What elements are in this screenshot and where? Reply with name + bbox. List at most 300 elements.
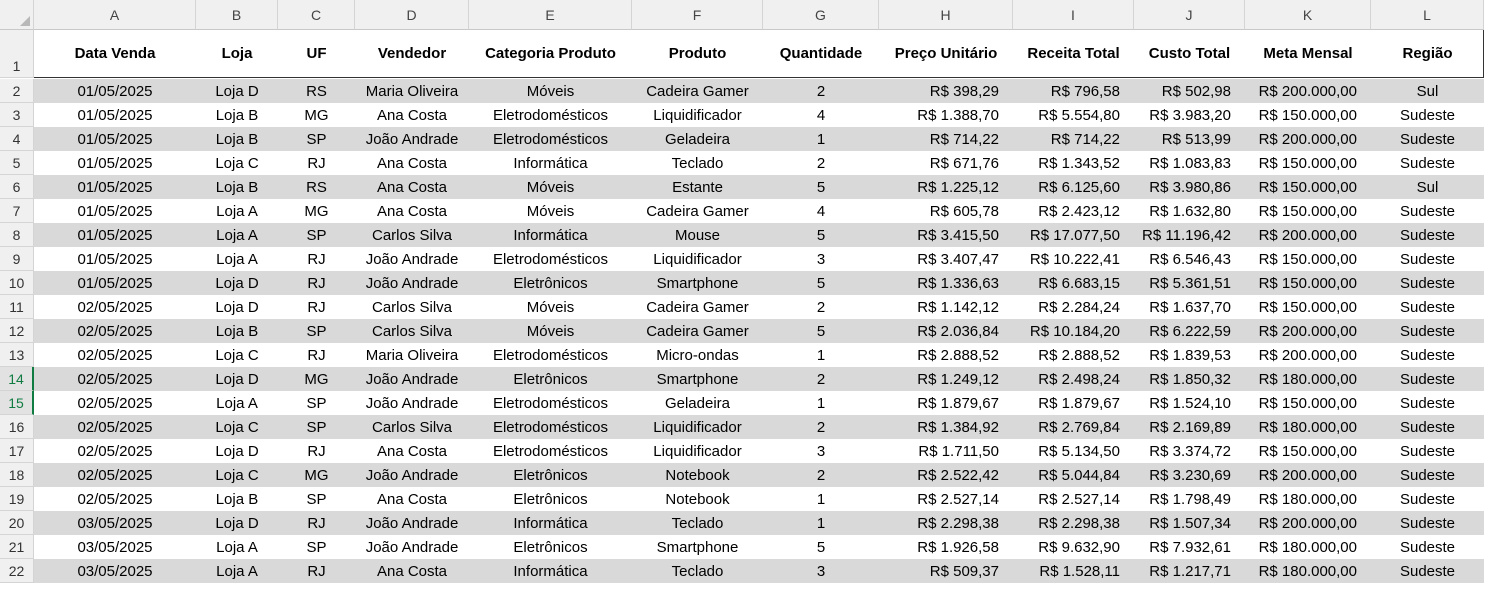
- cell-uf[interactable]: SP: [306, 394, 327, 412]
- column-header-e[interactable]: E: [469, 0, 632, 30]
- row-number[interactable]: 11: [0, 295, 34, 319]
- cell-categoria[interactable]: Eletrodomésticos: [492, 250, 609, 268]
- header-categoria[interactable]: Categoria Produto: [469, 30, 632, 78]
- cell-preco-unitario[interactable]: R$ 1.225,12: [879, 175, 1013, 199]
- cell-preco-unitario[interactable]: R$ 1.388,70: [917, 106, 999, 124]
- row-number[interactable]: 12: [0, 319, 34, 343]
- column-header-a[interactable]: A: [34, 0, 196, 30]
- cell-regiao[interactable]: Sudeste: [1399, 346, 1456, 364]
- cell-data-venda[interactable]: 02/05/2025: [34, 367, 196, 391]
- cell-loja[interactable]: Loja D: [215, 442, 259, 460]
- row-number[interactable]: 16: [0, 415, 34, 439]
- cell-receita-total[interactable]: R$ 9.632,90: [1038, 538, 1120, 556]
- cell-regiao[interactable]: Sudeste: [1371, 127, 1484, 151]
- cell-custo-total[interactable]: R$ 1.839,53: [1149, 346, 1231, 364]
- cell-receita-total[interactable]: R$ 17.077,50: [1013, 223, 1134, 247]
- cell-meta-mensal[interactable]: R$ 150.000,00: [1258, 442, 1357, 460]
- cell-vendedor[interactable]: João Andrade: [355, 127, 469, 151]
- cell-preco-unitario[interactable]: R$ 1.249,12: [879, 367, 1013, 391]
- cell-receita-total[interactable]: R$ 1.343,52: [1038, 154, 1120, 172]
- cell-categoria[interactable]: Informática: [469, 559, 632, 583]
- cell-loja[interactable]: Loja D: [196, 367, 278, 391]
- cell-quantidade[interactable]: 1: [763, 511, 879, 535]
- cell-preco-unitario[interactable]: R$ 2.036,84: [879, 319, 1013, 343]
- cell-quantidade[interactable]: 1: [816, 490, 826, 508]
- cell-vendedor[interactable]: João Andrade: [365, 538, 459, 556]
- cell-regiao[interactable]: Sul: [1371, 175, 1484, 199]
- cell-uf[interactable]: SP: [306, 538, 327, 556]
- cell-preco-unitario[interactable]: R$ 2.522,42: [879, 463, 1013, 487]
- cell-produto[interactable]: Cadeira Gamer: [646, 202, 749, 220]
- cell-uf[interactable]: RJ: [278, 559, 355, 583]
- cell-custo-total[interactable]: R$ 5.361,51: [1134, 271, 1245, 295]
- cell-loja[interactable]: Loja A: [216, 538, 258, 556]
- cell-categoria[interactable]: Eletrônicos: [513, 490, 588, 508]
- cell-uf[interactable]: SP: [306, 490, 327, 508]
- cell-regiao[interactable]: Sudeste: [1399, 106, 1456, 124]
- cell-data-venda[interactable]: 01/05/2025: [34, 127, 196, 151]
- cell-receita-total[interactable]: R$ 5.134,50: [1038, 442, 1120, 460]
- cell-categoria[interactable]: Eletrodomésticos: [492, 394, 609, 412]
- cell-meta-mensal[interactable]: R$ 150.000,00: [1258, 394, 1357, 412]
- cell-meta-mensal[interactable]: R$ 180.000,00: [1258, 538, 1357, 556]
- header-loja[interactable]: Loja: [196, 30, 278, 78]
- cell-categoria[interactable]: Móveis: [469, 79, 632, 103]
- cell-quantidade[interactable]: 2: [816, 298, 826, 316]
- cell-categoria[interactable]: Eletrônicos: [469, 367, 632, 391]
- cell-vendedor[interactable]: Carlos Silva: [355, 415, 469, 439]
- cell-loja[interactable]: Loja A: [196, 559, 278, 583]
- cell-uf[interactable]: SP: [278, 127, 355, 151]
- row-number[interactable]: 3: [0, 103, 34, 127]
- cell-receita-total[interactable]: R$ 2.298,38: [1013, 511, 1134, 535]
- cell-preco-unitario[interactable]: R$ 1.926,58: [917, 538, 999, 556]
- cell-data-venda[interactable]: 02/05/2025: [77, 298, 153, 316]
- row-number[interactable]: 19: [0, 487, 34, 511]
- cell-categoria[interactable]: Eletrodomésticos: [492, 442, 609, 460]
- cell-meta-mensal[interactable]: R$ 200.000,00: [1245, 319, 1371, 343]
- cell-preco-unitario[interactable]: R$ 714,22: [879, 127, 1013, 151]
- cell-receita-total[interactable]: R$ 714,22: [1013, 127, 1134, 151]
- column-header-i[interactable]: I: [1013, 0, 1134, 30]
- cell-receita-total[interactable]: R$ 2.284,24: [1038, 298, 1120, 316]
- cell-custo-total[interactable]: R$ 1.217,71: [1134, 559, 1245, 583]
- cell-quantidade[interactable]: 3: [763, 559, 879, 583]
- row-number[interactable]: 9: [0, 247, 34, 271]
- cell-receita-total[interactable]: R$ 10.184,20: [1013, 319, 1134, 343]
- cell-quantidade[interactable]: 3: [816, 442, 826, 460]
- cell-vendedor[interactable]: Carlos Silva: [371, 298, 453, 316]
- cell-custo-total[interactable]: R$ 3.983,20: [1149, 106, 1231, 124]
- cell-categoria[interactable]: Informática: [469, 511, 632, 535]
- cell-produto[interactable]: Liquidificador: [653, 442, 742, 460]
- cell-preco-unitario[interactable]: R$ 1.142,12: [917, 298, 999, 316]
- cell-regiao[interactable]: Sudeste: [1399, 250, 1456, 268]
- header-custo-total[interactable]: Custo Total: [1134, 30, 1245, 78]
- cell-loja[interactable]: Loja B: [215, 490, 259, 508]
- cell-preco-unitario[interactable]: R$ 2.888,52: [917, 346, 999, 364]
- cell-vendedor[interactable]: Ana Costa: [355, 559, 469, 583]
- cell-quantidade[interactable]: 1: [763, 127, 879, 151]
- row-number[interactable]: 7: [0, 199, 34, 223]
- cell-categoria[interactable]: Eletrônicos: [469, 463, 632, 487]
- cell-uf[interactable]: MG: [278, 463, 355, 487]
- cell-vendedor[interactable]: João Andrade: [355, 511, 469, 535]
- cell-uf[interactable]: MG: [304, 202, 329, 220]
- cell-categoria[interactable]: Eletrodomésticos: [492, 346, 609, 364]
- cell-custo-total[interactable]: R$ 11.196,42: [1134, 223, 1245, 247]
- column-header-k[interactable]: K: [1245, 0, 1371, 30]
- cell-produto[interactable]: Liquidificador: [653, 250, 742, 268]
- cell-uf[interactable]: RJ: [307, 154, 326, 172]
- cell-preco-unitario[interactable]: R$ 1.336,63: [879, 271, 1013, 295]
- column-header-d[interactable]: D: [355, 0, 469, 30]
- cell-categoria[interactable]: Móveis: [469, 175, 632, 199]
- cell-meta-mensal[interactable]: R$ 150.000,00: [1245, 271, 1371, 295]
- cell-meta-mensal[interactable]: R$ 200.000,00: [1245, 127, 1371, 151]
- cell-preco-unitario[interactable]: R$ 1.384,92: [879, 415, 1013, 439]
- row-number[interactable]: 5: [0, 151, 34, 175]
- cell-produto[interactable]: Smartphone: [656, 538, 739, 556]
- cell-produto[interactable]: Teclado: [632, 511, 763, 535]
- row-number[interactable]: 2: [0, 79, 34, 103]
- cell-custo-total[interactable]: R$ 1.637,70: [1149, 298, 1231, 316]
- cell-loja[interactable]: Loja A: [216, 250, 258, 268]
- cell-custo-total[interactable]: R$ 3.374,72: [1149, 442, 1231, 460]
- cell-loja[interactable]: Loja B: [215, 106, 259, 124]
- row-number[interactable]: 6: [0, 175, 34, 199]
- column-header-h[interactable]: H: [879, 0, 1013, 30]
- cell-produto[interactable]: Liquidificador: [632, 415, 763, 439]
- cell-vendedor[interactable]: Carlos Silva: [355, 223, 469, 247]
- cell-uf[interactable]: RJ: [307, 442, 326, 460]
- cell-uf[interactable]: RS: [278, 79, 355, 103]
- header-data-venda[interactable]: Data Venda: [34, 30, 196, 78]
- cell-regiao[interactable]: Sudeste: [1371, 511, 1484, 535]
- cell-vendedor[interactable]: Ana Costa: [376, 154, 448, 172]
- cell-loja[interactable]: Loja D: [215, 298, 259, 316]
- cell-receita-total[interactable]: R$ 6.125,60: [1013, 175, 1134, 199]
- cell-quantidade[interactable]: 2: [763, 463, 879, 487]
- cell-custo-total[interactable]: R$ 2.169,89: [1134, 415, 1245, 439]
- row-number[interactable]: 22: [0, 559, 34, 583]
- cell-receita-total[interactable]: R$ 796,58: [1013, 79, 1134, 103]
- cell-custo-total[interactable]: R$ 6.222,59: [1134, 319, 1245, 343]
- cell-meta-mensal[interactable]: R$ 180.000,00: [1245, 367, 1371, 391]
- cell-produto[interactable]: Notebook: [665, 490, 730, 508]
- cell-produto[interactable]: Mouse: [632, 223, 763, 247]
- cell-regiao[interactable]: Sudeste: [1399, 298, 1456, 316]
- row-number[interactable]: 1: [0, 30, 34, 78]
- cell-data-venda[interactable]: 03/05/2025: [34, 559, 196, 583]
- cell-regiao[interactable]: Sudeste: [1371, 223, 1484, 247]
- cell-loja[interactable]: Loja C: [196, 415, 278, 439]
- cell-receita-total[interactable]: R$ 2.498,24: [1013, 367, 1134, 391]
- cell-loja[interactable]: Loja D: [196, 271, 278, 295]
- header-receita-total[interactable]: Receita Total: [1013, 30, 1134, 78]
- cell-produto[interactable]: Cadeira Gamer: [632, 319, 763, 343]
- cell-regiao[interactable]: Sudeste: [1399, 442, 1456, 460]
- cell-produto[interactable]: Smartphone: [632, 367, 763, 391]
- cell-custo-total[interactable]: R$ 1.850,32: [1134, 367, 1245, 391]
- cell-custo-total[interactable]: R$ 1.632,80: [1149, 202, 1231, 220]
- cell-quantidade[interactable]: 1: [816, 394, 826, 412]
- cell-receita-total[interactable]: R$ 2.769,84: [1013, 415, 1134, 439]
- cell-regiao[interactable]: Sudeste: [1399, 394, 1456, 412]
- cell-vendedor[interactable]: João Andrade: [365, 250, 459, 268]
- cell-quantidade[interactable]: 2: [763, 79, 879, 103]
- cell-data-venda[interactable]: 02/05/2025: [77, 394, 153, 412]
- cell-vendedor[interactable]: Ana Costa: [376, 490, 448, 508]
- cell-regiao[interactable]: Sudeste: [1399, 538, 1456, 556]
- cell-quantidade[interactable]: 5: [763, 175, 879, 199]
- cell-quantidade[interactable]: 4: [816, 202, 826, 220]
- cell-produto[interactable]: Teclado: [671, 154, 724, 172]
- cell-vendedor[interactable]: João Andrade: [355, 463, 469, 487]
- cell-preco-unitario[interactable]: R$ 605,78: [929, 202, 999, 220]
- cell-preco-unitario[interactable]: R$ 3.407,47: [917, 250, 999, 268]
- cell-custo-total[interactable]: R$ 1.507,34: [1134, 511, 1245, 535]
- header-meta-mensal[interactable]: Meta Mensal: [1245, 30, 1371, 78]
- cell-custo-total[interactable]: R$ 7.932,61: [1149, 538, 1231, 556]
- cell-categoria[interactable]: Eletrodomésticos: [492, 106, 609, 124]
- cell-categoria[interactable]: Informática: [469, 223, 632, 247]
- header-quantidade[interactable]: Quantidade: [763, 30, 879, 78]
- column-header-c[interactable]: C: [278, 0, 355, 30]
- row-number[interactable]: 18: [0, 463, 34, 487]
- cell-preco-unitario[interactable]: R$ 1.711,50: [918, 442, 999, 460]
- cell-preco-unitario[interactable]: R$ 2.298,38: [879, 511, 1013, 535]
- cell-custo-total[interactable]: R$ 513,99: [1134, 127, 1245, 151]
- cell-regiao[interactable]: Sudeste: [1371, 271, 1484, 295]
- cell-vendedor[interactable]: Ana Costa: [376, 442, 448, 460]
- cell-produto[interactable]: Geladeira: [632, 127, 763, 151]
- cell-quantidade[interactable]: 1: [816, 346, 826, 364]
- cell-uf[interactable]: SP: [278, 415, 355, 439]
- row-number[interactable]: 4: [0, 127, 34, 151]
- cell-quantidade[interactable]: 2: [816, 154, 826, 172]
- cell-custo-total[interactable]: R$ 1.524,10: [1149, 394, 1231, 412]
- header-produto[interactable]: Produto: [632, 30, 763, 78]
- select-all-button[interactable]: [0, 0, 34, 30]
- cell-custo-total[interactable]: R$ 6.546,43: [1149, 250, 1231, 268]
- cell-quantidade[interactable]: 3: [816, 250, 826, 268]
- cell-loja[interactable]: Loja B: [196, 127, 278, 151]
- cell-receita-total[interactable]: R$ 2.423,12: [1038, 202, 1120, 220]
- column-header-b[interactable]: B: [196, 0, 278, 30]
- cell-categoria[interactable]: Móveis: [526, 298, 575, 316]
- cell-produto[interactable]: Micro-ondas: [656, 346, 739, 364]
- cell-data-venda[interactable]: 01/05/2025: [77, 250, 153, 268]
- row-number[interactable]: 17: [0, 439, 34, 463]
- cell-meta-mensal[interactable]: R$ 150.000,00: [1258, 202, 1357, 220]
- cell-receita-total[interactable]: R$ 5.044,84: [1013, 463, 1134, 487]
- cell-preco-unitario[interactable]: R$ 509,37: [879, 559, 1013, 583]
- cell-receita-total[interactable]: R$ 1.528,11: [1013, 559, 1134, 583]
- cell-categoria[interactable]: Informática: [513, 154, 588, 172]
- cell-categoria[interactable]: Móveis: [526, 202, 575, 220]
- cell-meta-mensal[interactable]: R$ 200.000,00: [1245, 511, 1371, 535]
- cell-data-venda[interactable]: 03/05/2025: [77, 538, 153, 556]
- cell-meta-mensal[interactable]: R$ 150.000,00: [1258, 154, 1357, 172]
- cell-preco-unitario[interactable]: R$ 671,76: [929, 154, 999, 172]
- cell-quantidade[interactable]: 4: [816, 106, 826, 124]
- cell-loja[interactable]: Loja A: [196, 223, 278, 247]
- cell-receita-total[interactable]: R$ 1.879,67: [1038, 394, 1120, 412]
- cell-data-venda[interactable]: 02/05/2025: [34, 319, 196, 343]
- cell-regiao[interactable]: Sudeste: [1399, 490, 1456, 508]
- cell-quantidade[interactable]: 5: [816, 538, 826, 556]
- cell-loja[interactable]: Loja B: [196, 319, 278, 343]
- cell-meta-mensal[interactable]: R$ 150.000,00: [1245, 175, 1371, 199]
- cell-receita-total[interactable]: R$ 2.888,52: [1038, 346, 1120, 364]
- cell-uf[interactable]: RJ: [307, 346, 326, 364]
- cell-vendedor[interactable]: Ana Costa: [355, 175, 469, 199]
- cell-produto[interactable]: Teclado: [632, 559, 763, 583]
- cell-loja[interactable]: Loja C: [196, 463, 278, 487]
- cell-meta-mensal[interactable]: R$ 150.000,00: [1258, 106, 1357, 124]
- cell-produto[interactable]: Geladeira: [664, 394, 731, 412]
- row-number[interactable]: 14: [0, 367, 34, 391]
- cell-custo-total[interactable]: R$ 1.798,49: [1149, 490, 1231, 508]
- cell-uf[interactable]: RJ: [307, 250, 326, 268]
- cell-vendedor[interactable]: João Andrade: [355, 367, 469, 391]
- cell-produto[interactable]: Cadeira Gamer: [646, 298, 749, 316]
- header-vendedor[interactable]: Vendedor: [355, 30, 469, 78]
- cell-data-venda[interactable]: 02/05/2025: [77, 490, 153, 508]
- row-number[interactable]: 20: [0, 511, 34, 535]
- column-header-l[interactable]: L: [1371, 0, 1484, 30]
- cell-preco-unitario[interactable]: R$ 3.415,50: [879, 223, 1013, 247]
- cell-uf[interactable]: MG: [304, 106, 329, 124]
- cell-vendedor[interactable]: João Andrade: [355, 271, 469, 295]
- header-uf[interactable]: UF: [278, 30, 355, 78]
- cell-regiao[interactable]: Sul: [1371, 79, 1484, 103]
- cell-receita-total[interactable]: R$ 10.222,41: [1029, 250, 1120, 268]
- cell-regiao[interactable]: Sudeste: [1371, 319, 1484, 343]
- cell-meta-mensal[interactable]: R$ 200.000,00: [1245, 463, 1371, 487]
- cell-loja[interactable]: Loja B: [196, 175, 278, 199]
- cell-vendedor[interactable]: Maria Oliveira: [355, 79, 469, 103]
- cell-data-venda[interactable]: 02/05/2025: [77, 442, 153, 460]
- cell-receita-total[interactable]: R$ 2.527,14: [1038, 490, 1120, 508]
- cell-data-venda[interactable]: 02/05/2025: [77, 346, 153, 364]
- row-number[interactable]: 13: [0, 343, 34, 367]
- column-header-j[interactable]: J: [1134, 0, 1245, 30]
- row-number[interactable]: 8: [0, 223, 34, 247]
- cell-loja[interactable]: Loja A: [216, 394, 258, 412]
- row-number[interactable]: 15: [0, 391, 34, 415]
- cell-meta-mensal[interactable]: R$ 200.000,00: [1258, 346, 1357, 364]
- column-header-f[interactable]: F: [632, 0, 763, 30]
- cell-loja[interactable]: Loja C: [215, 154, 259, 172]
- cell-meta-mensal[interactable]: R$ 180.000,00: [1245, 559, 1371, 583]
- cell-meta-mensal[interactable]: R$ 180.000,00: [1258, 490, 1357, 508]
- cell-uf[interactable]: SP: [278, 319, 355, 343]
- cell-uf[interactable]: RJ: [278, 271, 355, 295]
- cell-quantidade[interactable]: 5: [763, 223, 879, 247]
- cell-produto[interactable]: Estante: [632, 175, 763, 199]
- cell-vendedor[interactable]: Ana Costa: [376, 106, 448, 124]
- cell-categoria[interactable]: Eletrônicos: [513, 538, 588, 556]
- cell-vendedor[interactable]: Ana Costa: [376, 202, 448, 220]
- cell-uf[interactable]: RJ: [278, 511, 355, 535]
- cell-preco-unitario[interactable]: R$ 2.527,14: [917, 490, 999, 508]
- cell-custo-total[interactable]: R$ 1.083,83: [1149, 154, 1231, 172]
- cell-loja[interactable]: Loja A: [216, 202, 258, 220]
- table-row: [0, 319, 1494, 343]
- cell-preco-unitario[interactable]: R$ 1.879,67: [917, 394, 999, 412]
- cell-regiao[interactable]: Sudeste: [1371, 367, 1484, 391]
- cell-vendedor[interactable]: Maria Oliveira: [365, 346, 459, 364]
- cell-categoria[interactable]: Eletrodomésticos: [469, 127, 632, 151]
- cell-vendedor[interactable]: Carlos Silva: [355, 319, 469, 343]
- cell-quantidade[interactable]: 2: [763, 367, 879, 391]
- cell-data-venda[interactable]: 01/05/2025: [34, 175, 196, 199]
- cell-meta-mensal[interactable]: R$ 150.000,00: [1258, 250, 1357, 268]
- cell-produto[interactable]: Smartphone: [632, 271, 763, 295]
- cell-data-venda[interactable]: 02/05/2025: [34, 463, 196, 487]
- cell-loja[interactable]: Loja C: [215, 346, 259, 364]
- cell-regiao[interactable]: Sudeste: [1371, 463, 1484, 487]
- cell-meta-mensal[interactable]: R$ 150.000,00: [1258, 298, 1357, 316]
- cell-quantidade[interactable]: 2: [763, 415, 879, 439]
- cell-preco-unitario[interactable]: R$ 398,29: [879, 79, 1013, 103]
- cell-loja[interactable]: Loja D: [196, 79, 278, 103]
- cell-quantidade[interactable]: 5: [763, 271, 879, 295]
- cell-custo-total[interactable]: R$ 502,98: [1134, 79, 1245, 103]
- cell-produto[interactable]: Notebook: [632, 463, 763, 487]
- cell-uf[interactable]: MG: [278, 367, 355, 391]
- cell-custo-total[interactable]: R$ 3.230,69: [1134, 463, 1245, 487]
- cell-data-venda[interactable]: 01/05/2025: [34, 271, 196, 295]
- cell-quantidade[interactable]: 5: [763, 319, 879, 343]
- row-number[interactable]: 10: [0, 271, 34, 295]
- cell-regiao[interactable]: Sudeste: [1371, 559, 1484, 583]
- cell-meta-mensal[interactable]: R$ 180.000,00: [1245, 415, 1371, 439]
- cell-data-venda[interactable]: 01/05/2025: [77, 202, 153, 220]
- cell-uf[interactable]: SP: [278, 223, 355, 247]
- cell-meta-mensal[interactable]: R$ 200.000,00: [1245, 79, 1371, 103]
- cell-meta-mensal[interactable]: R$ 200.000,00: [1245, 223, 1371, 247]
- cell-categoria[interactable]: Eletrônicos: [469, 271, 632, 295]
- cell-receita-total[interactable]: R$ 5.554,80: [1038, 106, 1120, 124]
- cell-data-venda[interactable]: 03/05/2025: [34, 511, 196, 535]
- cell-vendedor[interactable]: João Andrade: [365, 394, 459, 412]
- cell-custo-total[interactable]: R$ 3.980,86: [1134, 175, 1245, 199]
- cell-data-venda[interactable]: 01/05/2025: [34, 79, 196, 103]
- cell-loja[interactable]: Loja D: [196, 511, 278, 535]
- cell-regiao[interactable]: Sudeste: [1399, 154, 1456, 172]
- cell-categoria[interactable]: Eletrodomésticos: [469, 415, 632, 439]
- cell-data-venda[interactable]: 01/05/2025: [77, 106, 153, 124]
- cell-data-venda[interactable]: 01/05/2025: [77, 154, 153, 172]
- cell-regiao[interactable]: Sudeste: [1371, 415, 1484, 439]
- cell-categoria[interactable]: Móveis: [469, 319, 632, 343]
- cell-produto[interactable]: Cadeira Gamer: [632, 79, 763, 103]
- cell-regiao[interactable]: Sudeste: [1399, 202, 1456, 220]
- cell-uf[interactable]: RJ: [307, 298, 326, 316]
- cell-data-venda[interactable]: 02/05/2025: [34, 415, 196, 439]
- header-preco-unitario[interactable]: Preço Unitário: [879, 30, 1013, 78]
- cell-receita-total[interactable]: R$ 6.683,15: [1013, 271, 1134, 295]
- row-number[interactable]: 21: [0, 535, 34, 559]
- header-regiao[interactable]: Região: [1371, 30, 1484, 78]
- cell-uf[interactable]: RS: [278, 175, 355, 199]
- cell-produto[interactable]: Liquidificador: [653, 106, 742, 124]
- cell-data-venda[interactable]: 01/05/2025: [34, 223, 196, 247]
- column-header-g[interactable]: G: [763, 0, 879, 30]
